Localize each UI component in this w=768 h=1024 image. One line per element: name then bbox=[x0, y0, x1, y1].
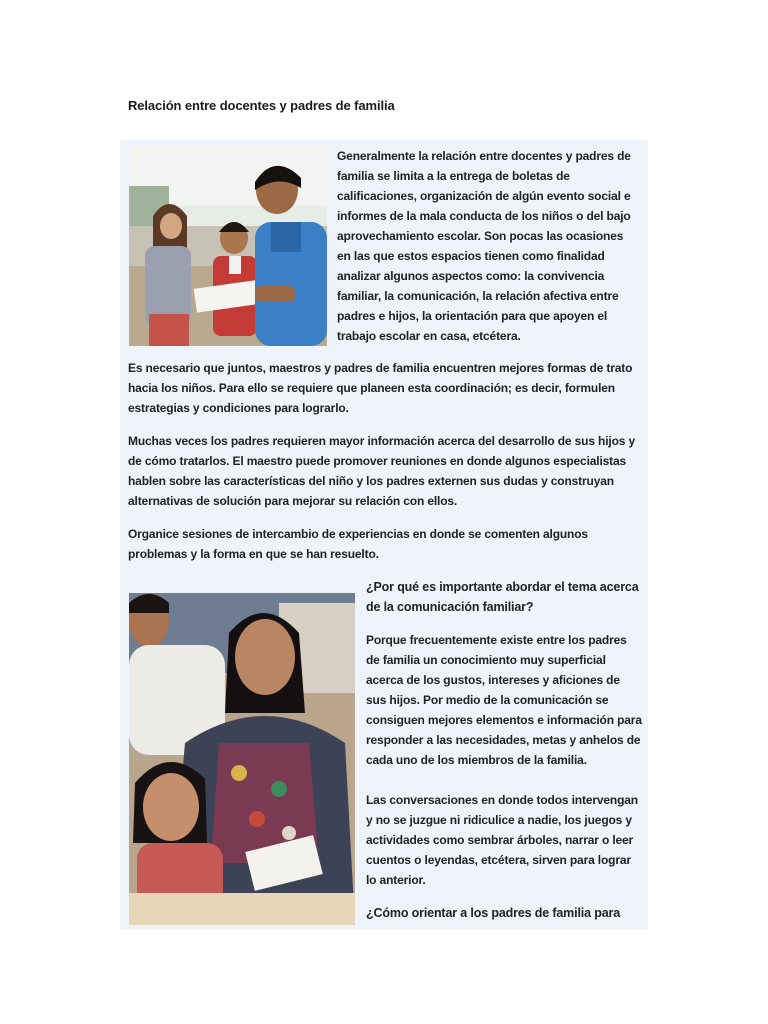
teacher-students-illustration bbox=[129, 146, 327, 346]
teacher-students-photo bbox=[129, 146, 327, 346]
answer-paragraph-1: Porque frecuentemente existe entre los padres de familia un conocimiento muy superficial acerca de los gustos, intereses y aficiones de sus hijos. Por medio de la comunicación se consiguen mejores elementos e información para responder a las necesidades, metas y anhelos de cada uno de los miembros de la familia. bbox=[366, 633, 642, 767]
question-orientation: ¿Cómo orientar a los padres de familia para bbox=[366, 906, 621, 920]
question-communication: ¿Por qué es importante abordar el tema acerca de la comunicación familiar? bbox=[366, 580, 639, 614]
mother-children-illustration bbox=[129, 593, 355, 925]
intro-paragraph: Generalmente la relación entre docentes y padres de familia se limita a la entrega de boletas de calificaciones, organización de algún evento social e informes de la mala conducta de los niños o del bajo aprovechamiento escolar. Son pocas las ocasiones en las que estos espacios tienen como finalidad analizar algunos aspectos como: la convivencia familiar, la comunicación, la relación afectiva entre padres e hijos, la orientación para que apoyen el trabajo escolar en casa, etcétera. bbox=[337, 149, 631, 343]
page-title: Relación entre docentes y padres de familia bbox=[128, 98, 395, 113]
paragraph-information: Muchas veces los padres requieren mayor información acerca del desarrollo de sus hijos y de cómo tratarlos. El maestro puede promover reuniones en donde algunos especialistas hablen sobre las características del niño y los padres externen sus dudas y construyan alternativas de solución para mejorar su relación con ellos. bbox=[128, 434, 636, 508]
paragraph-sessions: Organice sesiones de intercambio de experiencias en donde se comenten algunos problemas y la forma en que se han resuelto. bbox=[128, 527, 588, 561]
paragraph-coordination: Es necesario que juntos, maestros y padres de familia encuentren mejores formas de trato hacia los niños. Para ello se requiere que planeen esta coordinación; es decir, formulen estrategias y condiciones para lograrlo. bbox=[128, 361, 633, 415]
answer-paragraph-2: Las conversaciones en donde todos intervengan y no se juzgue ni ridiculice a nadie, los juegos y actividades como sembrar árboles, narrar o leer cuentos o leyendas, etcétera, sirven para lograr lo anterior. bbox=[366, 793, 638, 887]
mother-children-photo bbox=[129, 593, 355, 925]
